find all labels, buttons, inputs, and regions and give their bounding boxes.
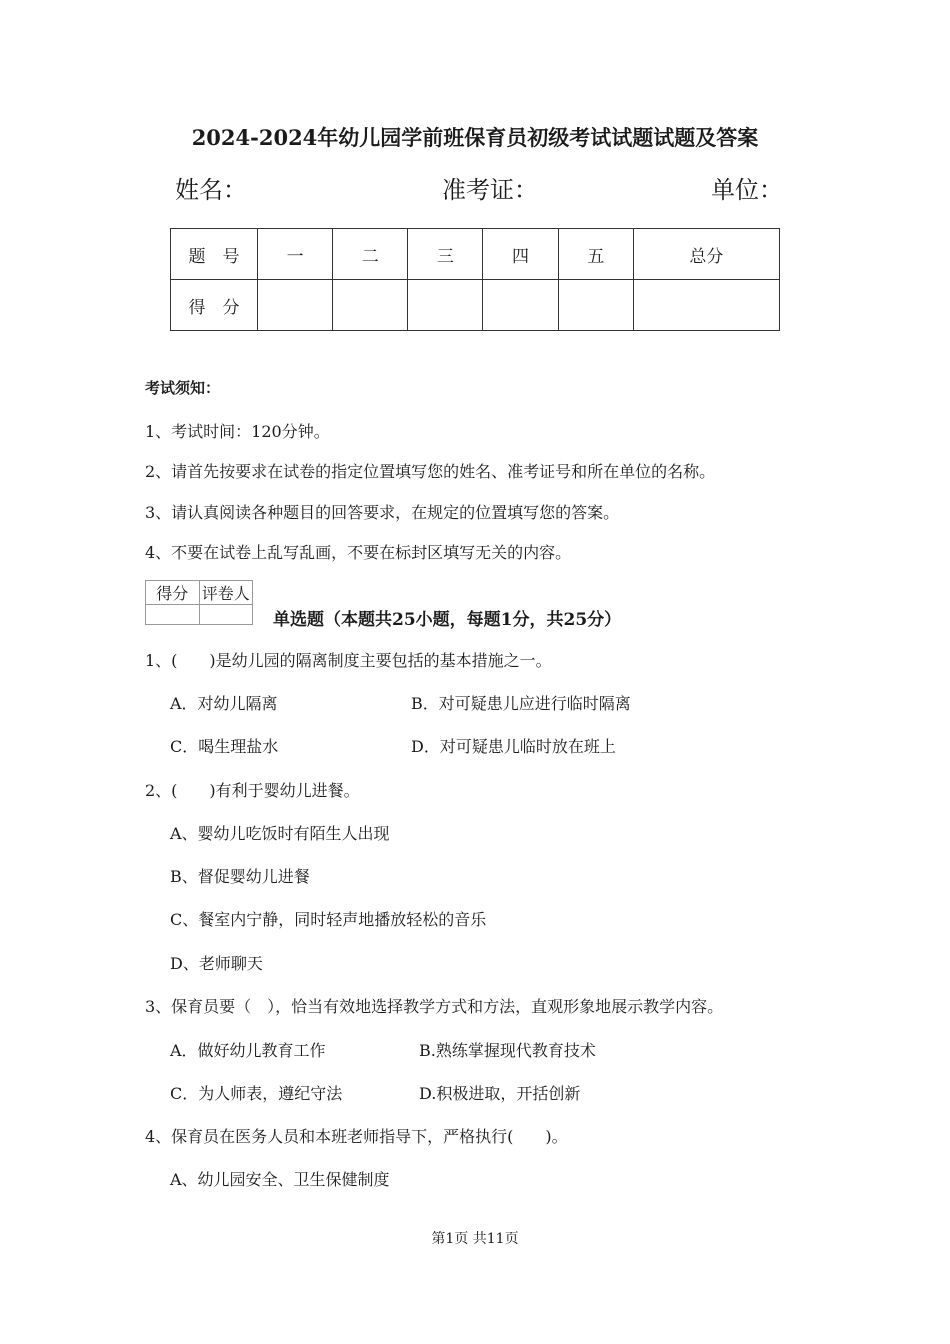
score-cell-3[interactable] — [408, 280, 483, 331]
grader-name-cell[interactable] — [199, 605, 253, 625]
question-1-option-b[interactable]: B．对可疑患儿应进行临时隔离 — [411, 694, 631, 713]
question-1-stem: 1、( )是幼儿园的隔离制度主要包括的基本措施之一。 — [145, 651, 552, 670]
header-part-4: 四 — [483, 229, 558, 280]
header-part-5: 五 — [558, 229, 633, 280]
header-part-1: 一 — [258, 229, 333, 280]
notice-item-1: 1、考试时间：120分钟。 — [145, 422, 330, 441]
header-part-3: 三 — [408, 229, 483, 280]
score-table-header-row — [171, 229, 780, 280]
question-4-stem: 4、保育员在医务人员和本班老师指导下，严格执行( )。 — [145, 1127, 568, 1146]
score-cell-total[interactable] — [633, 280, 779, 331]
header-part-2: 二 — [333, 229, 408, 280]
score-cell-2[interactable] — [333, 280, 408, 331]
notice-heading: 考试须知： — [145, 379, 221, 397]
header-question-no: 题 号 — [171, 229, 258, 280]
score-table-score-row — [171, 280, 780, 331]
score-table — [170, 228, 780, 331]
grader-name-label: 评卷人 — [199, 581, 253, 605]
question-2-option-a[interactable]: A、婴幼儿吃饭时有陌生人出现 — [170, 824, 390, 843]
notice-item-2: 2、请首先按要求在试卷的指定位置填写您的姓名、准考证号和所在单位的名称。 — [145, 462, 716, 481]
question-1-option-d[interactable]: D．对可疑患儿临时放在班上 — [411, 737, 616, 756]
row-label-score: 得 分 — [171, 280, 258, 331]
score-cell-5[interactable] — [558, 280, 633, 331]
question-3-option-a[interactable]: A．做好幼儿教育工作 — [170, 1041, 326, 1060]
page-footer: 第1页 共11页 — [431, 1231, 519, 1247]
section-title: 单选题（本题共25小题，每题1分，共25分） — [273, 610, 622, 630]
grader-score-label: 得分 — [146, 581, 200, 605]
header-total: 总分 — [633, 229, 779, 280]
page-title: 2024-2024年幼儿园学前班保育员初级考试试题试题及答案 — [191, 125, 759, 150]
question-2-option-c[interactable]: C、餐室内宁静，同时轻声地播放轻松的音乐 — [170, 910, 487, 929]
question-3-option-d[interactable]: D.积极进取，开括创新 — [419, 1084, 581, 1103]
grader-score-cell[interactable] — [146, 605, 200, 625]
score-cell-4[interactable] — [483, 280, 558, 331]
name-field-label: 姓名： — [175, 176, 247, 204]
notice-item-3: 3、请认真阅读各种题目的回答要求，在规定的位置填写您的答案。 — [145, 503, 620, 522]
score-cell-1[interactable] — [258, 280, 333, 331]
grader-box — [145, 580, 253, 625]
notice-item-4: 4、不要在试卷上乱写乱画，不要在标封区填写无关的内容。 — [145, 543, 572, 562]
question-1-option-c[interactable]: C．喝生理盐水 — [170, 737, 279, 756]
question-3-option-c[interactable]: C．为人师表，遵纪守法 — [170, 1084, 343, 1103]
question-2-stem: 2、( )有利于婴幼儿进餐。 — [145, 781, 360, 800]
question-4-option-a[interactable]: A、幼儿园安全、卫生保健制度 — [170, 1170, 390, 1189]
question-3-option-b[interactable]: B.熟练掌握现代教育技术 — [419, 1041, 596, 1060]
question-1-option-a[interactable]: A．对幼儿隔离 — [170, 694, 278, 713]
question-3-stem: 3、保育员要（ ），恰当有效地选择教学方式和方法，直观形象地展示教学内容。 — [145, 997, 724, 1016]
question-2-option-b[interactable]: B、督促婴幼儿进餐 — [170, 867, 310, 886]
question-2-option-d[interactable]: D、老师聊天 — [170, 954, 263, 973]
exam-number-field-label: 准考证： — [442, 176, 538, 204]
unit-field-label: 单位： — [711, 176, 783, 204]
